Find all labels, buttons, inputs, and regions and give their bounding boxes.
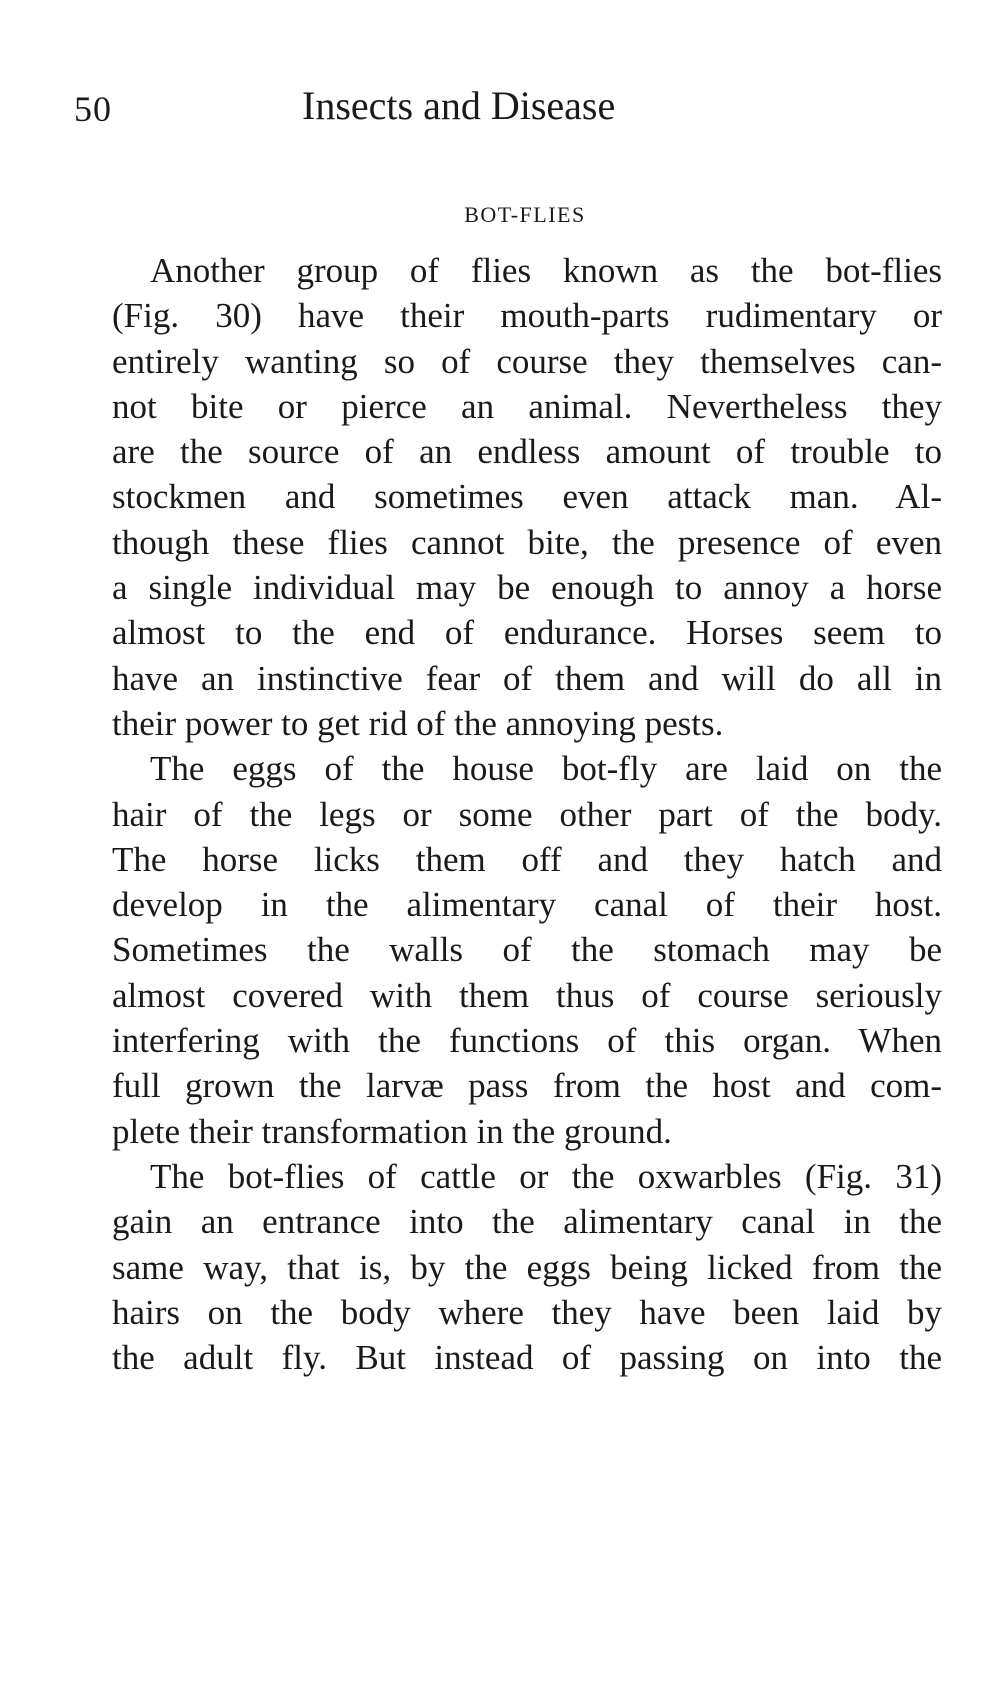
- body-text: [74, 248, 942, 1380]
- text-line: entirely wanting so of course they themselves can-: [112, 341, 942, 381]
- text-line: gain an entrance into the alimentary canal in the: [112, 1202, 942, 1242]
- text-line: Sometimes the walls of the stomach may be: [112, 930, 942, 970]
- text-line: almost covered with them thus of course seriously: [112, 975, 942, 1015]
- text-line: hair of the legs or some other part of the body.: [112, 794, 942, 834]
- running-title: Insects and Disease: [302, 83, 616, 128]
- text-line: (Fig. 30) have their mouth-parts rudimentary or: [112, 296, 942, 336]
- text-line: The eggs of the house bot-fly are laid on the: [150, 749, 942, 789]
- text-line: the adult fly. But instead of passing on into the: [112, 1338, 942, 1378]
- text-line: same way, that is, by the eggs being licked from the: [112, 1247, 942, 1287]
- text-line: have an instinctive fear of them and will do all in: [112, 658, 942, 698]
- text-line: not bite or pierce an animal. Nevertheless they: [112, 386, 942, 426]
- paragraph-3: [74, 1154, 942, 1380]
- text-line: a single individual may be enough to annoy a horse: [112, 568, 942, 608]
- section-heading: BOT-FLIES: [464, 202, 586, 227]
- text-line: though these flies cannot bite, the presence of even: [112, 522, 942, 562]
- paragraph-2: [74, 746, 942, 1154]
- text-line: plete their transformation in the ground.: [112, 1111, 672, 1151]
- text-line: interfering with the functions of this organ. When: [112, 1021, 942, 1061]
- text-line: stockmen and sometimes even attack man. Al-: [112, 477, 942, 517]
- text-line: are the source of an endless amount of trouble to: [112, 432, 942, 472]
- paragraph-1: [74, 248, 942, 746]
- text-line: The horse licks them off and they hatch and: [112, 839, 942, 879]
- page-header: [74, 82, 942, 132]
- page-number: 50: [74, 89, 112, 129]
- text-line: full grown the larvæ pass from the host and com-: [112, 1066, 942, 1106]
- text-line: almost to the end of endurance. Horses seem to: [112, 613, 942, 653]
- text-line: Another group of flies known as the bot-flies: [150, 251, 942, 290]
- text-line: their power to get rid of the annoying pests.: [112, 703, 724, 743]
- text-line: The bot-flies of cattle or the oxwarbles (Fig. 31): [150, 1156, 942, 1196]
- text-line: hairs on the body where they have been laid by: [112, 1292, 942, 1332]
- text-line: develop in the alimentary canal of their host.: [112, 885, 942, 925]
